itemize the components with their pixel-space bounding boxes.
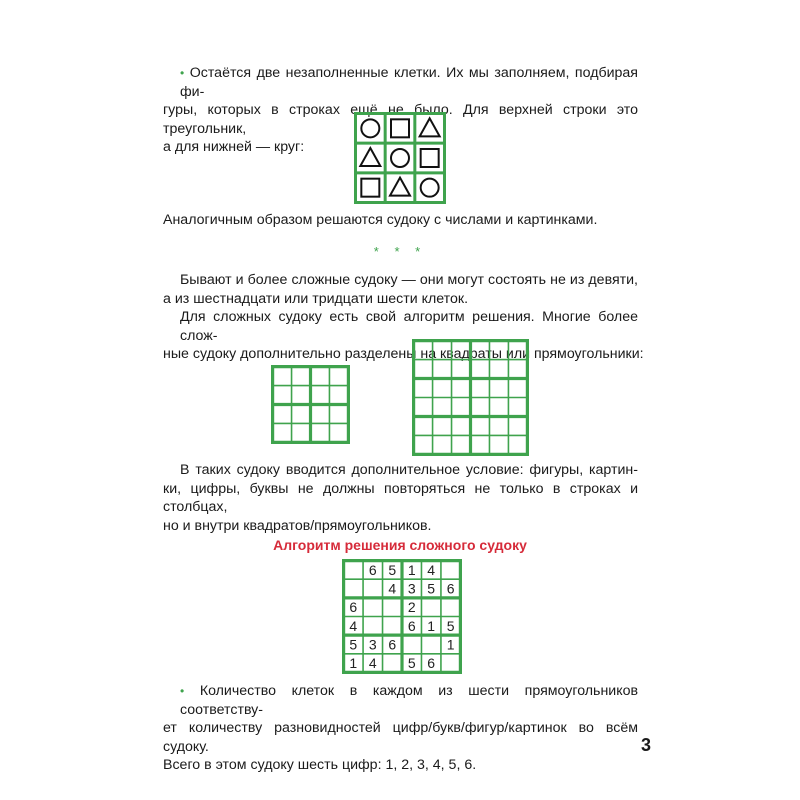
sudoku-cell-value: 6 bbox=[349, 599, 358, 616]
paragraph-similar bbox=[163, 211, 638, 230]
sudoku-cell-value: 1 bbox=[407, 561, 416, 578]
paragraph-cell-count bbox=[163, 682, 638, 775]
triangle-icon bbox=[360, 148, 380, 166]
sudoku-cell-value: 6 bbox=[388, 636, 397, 653]
text-line: ные судоку дополнительно разделены на квадраты или прямоугольники: bbox=[163, 346, 644, 362]
square-icon bbox=[361, 179, 379, 197]
text-line: • Остаётся две незаполненные клетки. Их мы заполняем, подбирая фи- bbox=[180, 65, 638, 100]
triangle-icon bbox=[420, 118, 440, 136]
sudoku-cell-value: 5 bbox=[427, 580, 436, 597]
sudoku-cell-value: 4 bbox=[368, 655, 377, 672]
sudoku-cell-value: 5 bbox=[388, 561, 397, 578]
text-line: Всего в этом судоку шесть цифр: 1, 2, 3, 4, 5, 6. bbox=[163, 757, 477, 773]
circle-icon bbox=[421, 179, 439, 197]
sudoku-cell-value: 6 bbox=[407, 617, 416, 634]
sudoku-cell-value: 2 bbox=[407, 599, 416, 616]
sudoku-cell-value: 1 bbox=[349, 655, 358, 672]
sudoku-cell-value: 5 bbox=[446, 617, 455, 634]
page-number: 3 bbox=[641, 735, 652, 755]
sudoku-cell-value: 4 bbox=[427, 561, 436, 578]
grid-4x4-example bbox=[271, 365, 350, 444]
triangle-icon bbox=[390, 178, 410, 196]
sudoku-cell-value: 6 bbox=[368, 561, 377, 578]
text-line: • Количество клеток в каждом из шести прямоугольников соответству- bbox=[180, 683, 638, 718]
text-line: ет количеству разновидностей цифр/букв/фигур/картинок во всём судоку. bbox=[163, 720, 638, 755]
paragraph-additional-condition bbox=[163, 461, 638, 535]
circle-icon bbox=[391, 149, 409, 167]
sudoku-cell-value: 4 bbox=[349, 617, 358, 634]
text-line: гуры, которых в строках ещё не было. Для верхней строки это треугольник, bbox=[163, 102, 638, 137]
section-separator: * * * bbox=[373, 244, 427, 259]
sudoku-cell-value: 5 bbox=[349, 636, 358, 653]
square-icon bbox=[391, 119, 409, 137]
paragraph-complex-sudoku bbox=[163, 271, 638, 308]
shapes-sudoku-grid bbox=[354, 112, 446, 204]
sudoku-cell-value: 1 bbox=[427, 617, 436, 634]
sudoku-cell-value: 3 bbox=[368, 636, 377, 653]
sudoku-6x6-puzzle bbox=[342, 559, 462, 674]
text-line: Аналогичным образом решаются судоку с числами и картинками. bbox=[163, 212, 598, 228]
paragraph-algorithm bbox=[163, 308, 644, 364]
sudoku-cell-value: 3 bbox=[407, 580, 416, 597]
text-line: Бывают и более сложные судоку — они могут состоять не из девяти, bbox=[180, 272, 638, 288]
circle-icon bbox=[361, 119, 379, 137]
grid-6x6-example bbox=[412, 339, 529, 456]
text-line: но и внутри квадратов/прямоугольников. bbox=[163, 517, 432, 534]
bullet-icon: • bbox=[180, 66, 185, 80]
bullet-icon: • bbox=[180, 684, 185, 698]
text-line: ки, цифры, буквы не должны повторяться не только в строках и столбцах, bbox=[163, 480, 638, 515]
sudoku-cell-value: 6 bbox=[427, 655, 436, 672]
text-line: а из шестнадцати или тридцати шести клеток. bbox=[163, 290, 469, 307]
sudoku-cell-value: 6 bbox=[446, 580, 455, 597]
sudoku-cell-value: 4 bbox=[388, 580, 397, 597]
sudoku-cell-value: 1 bbox=[446, 636, 455, 653]
square-icon bbox=[421, 149, 439, 167]
text-line: В таких судоку вводится дополнительное условие: фигуры, картин- bbox=[180, 462, 638, 478]
text-line: Для сложных судоку есть свой алгоритм решения. Многие более слож- bbox=[180, 309, 638, 344]
text-line: а для нижней — круг: bbox=[163, 139, 305, 155]
section-heading: Алгоритм решения сложного судоку bbox=[273, 537, 527, 553]
sudoku-cell-value: 5 bbox=[407, 655, 416, 672]
